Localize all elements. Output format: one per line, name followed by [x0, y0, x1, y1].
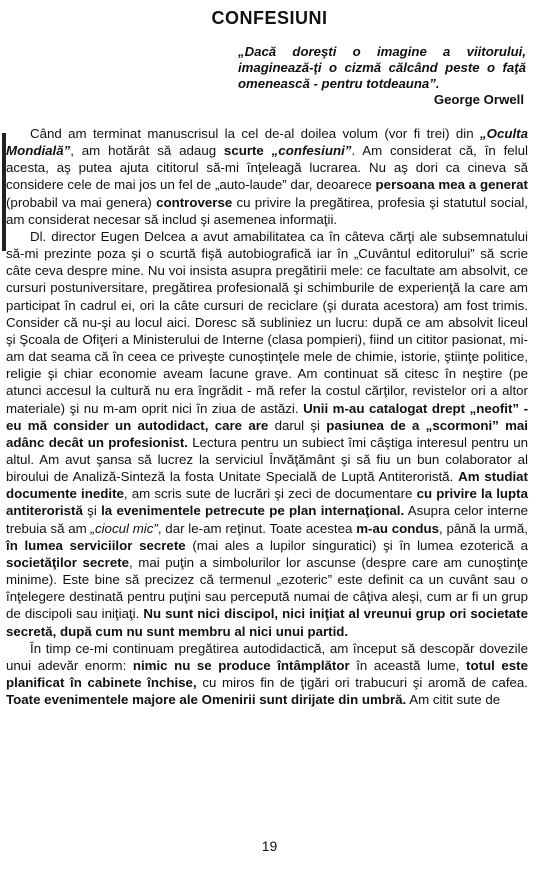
text-run: , mai puţin a simbolurilor lor ascunse (despre care am cunoştinţe minime). Este bine să precizez că termenul „ezoteric” este definit ca un cuvânt sau o înţelegere destinată pentru puţini sau percepută numai de câţiva aleşi, cum ar fi un grup de discipoli sau iniţiaţi. — [6, 554, 528, 622]
text-run: Dl. director Eugen Delcea a avut amabilitatea ca în câteva cărţi ale subsemnatului să-mi prezinte poza şi o scurtă fişă autobiografică iar în „Cuvântul editorului” să scrie câte ceva despre mine. Nu voi insista asupra pregătirii mele: ce facultate am absolvit, ce cursuri postuniversitare, pregătirea profesională şi schimburile de experienţă la care am participat în cadrul ei, ori la câte cursuri de reciclare (şi durata acestora) am fost trimis. Consider că nu-şi au locul aici. Doresc să subliniez un lucru: după ce am absolvit liceul şi Şcoala de Ofiţeri a Ministerului de Interne (clasa pompieri), fiind un cititor pasionat, mi-am dat seama că în ceea ce priveşte cunoştinţele mele de chimie, istorie, ştiinţe politice, religie şi chiar economie aveam lacune grave. Am continuat să citesc în neştire (pe atunci accesul la cultură nu era îngrădit - mă refer la costul cărţilor, revistelor ori a altor materiale) şi nu m-am oprit nici în ziua de astăzi. — [6, 228, 528, 416]
emphasized-text: în lumea serviciilor secrete — [6, 537, 186, 553]
emphasized-text: nimic nu se produce întâmplător — [132, 657, 350, 673]
body-text — [6, 125, 528, 708]
text-run: (probabil va mai genera) — [6, 194, 157, 210]
text-run: Lectura pentru un subiect îmi câştiga interesul pentru un altul. Am avut şansa să lucrez la serviciul Învăţământ şi să fiu un bun colaborator al biroului de Analiză-Sinteză la fosta Unitate Specială de Luptă Antiteroristă. — [6, 434, 528, 485]
emphasized-text: la evenimentele petrecute pe plan internaţional. — [101, 503, 405, 519]
emphasized-text: Am studiat documente inedite — [6, 469, 528, 502]
epigraph-author: George Orwell — [433, 92, 524, 107]
emphasized-text: pasiunea de a „scormoni” mai adânc decât un profesionist. — [6, 417, 529, 450]
emphasized-text: totul este planificat în cabinete închise, — [6, 657, 528, 690]
emphasized-text: cu privire la lupta antiteroristă — [6, 486, 528, 519]
text-run: , am scris sute de lucrări şi zeci de documentare — [123, 486, 417, 502]
text-run: darul şi — [268, 417, 327, 433]
text-run: În timp ce-mi continuam pregătirea autodidactică, am început să descopăr dovezile unui adevăr enorm: — [6, 640, 528, 673]
text-run: şi — [82, 503, 102, 519]
paragraph-2 — [6, 228, 528, 640]
text-run: , am hotărât să adaug — [70, 143, 224, 159]
text-run: cu privire la pregătirea, profesia şi statutul social, am considerat necesar să includ şi asemenea informaţii. — [6, 194, 528, 227]
emphasized-text: Toate evenimentele majore ale Omenirii sunt dirijate din umbră. — [6, 692, 407, 708]
emphasized-text: societăţilor secrete — [6, 554, 130, 570]
emphasized-text: „ciocul mic” — [90, 520, 158, 536]
text-run: , dar le-am reţinut. Toate acestea — [157, 520, 357, 536]
text-run: , până la urmă, — [439, 520, 528, 536]
text-run: Am citit sute de — [406, 692, 501, 708]
text-run: în această lume, — [349, 657, 467, 673]
page-number: 19 — [261, 838, 278, 854]
text-run: (mai ales a lupilor singuratici) şi în lumea ezoterică a — [185, 537, 528, 553]
epigraph — [238, 44, 526, 108]
text-run: . Am considerat că, în felul acesta, aş putea ajuta cititorul să-mi înţeleagă lucrarea. Nu aş dori ca cineva să considere cele de mai jos un fel de „auto-laude” dar, deoarece — [6, 143, 528, 193]
text-run: Când am terminat manuscrisul la cel de-al doilea volum (vor fi trei) din — [30, 126, 480, 141]
text-run: Asupra celor interne trebuia să am — [6, 503, 528, 536]
text-run — [264, 143, 272, 158]
emphasized-text: scurte — [223, 143, 264, 159]
emphasized-text: „confesiuni” — [271, 143, 352, 159]
chapter-title: CONFESIUNI — [211, 8, 328, 28]
emphasized-text: controverse — [156, 194, 233, 210]
emphasized-text: Unii m-au catalogat drept „neofit” - eu mă consider un autodidact, care are — [6, 400, 529, 433]
paragraph-1 — [6, 125, 528, 228]
epigraph-quote: „Dacă doreşti o imagine a viitorului, imaginează-ţi o cizmă călcând peste o faţă omenească - pentru totdeauna”. — [238, 44, 526, 91]
emphasized-text: Nu sunt nici discipol, nici iniţiat al vreunui grup ori societate secretă, după cum nu sunt membru al nici unui partid. — [6, 606, 528, 639]
paragraph-3 — [6, 640, 528, 709]
text-run: cu miros fin de ţigări ori trabucuri şi aromă de cafea. — [196, 675, 529, 690]
emphasized-text: m-au condus — [356, 520, 440, 536]
emphasized-text: persoana mea a generat — [375, 177, 528, 193]
emphasized-text: „Oculta Mondială” — [6, 126, 528, 159]
